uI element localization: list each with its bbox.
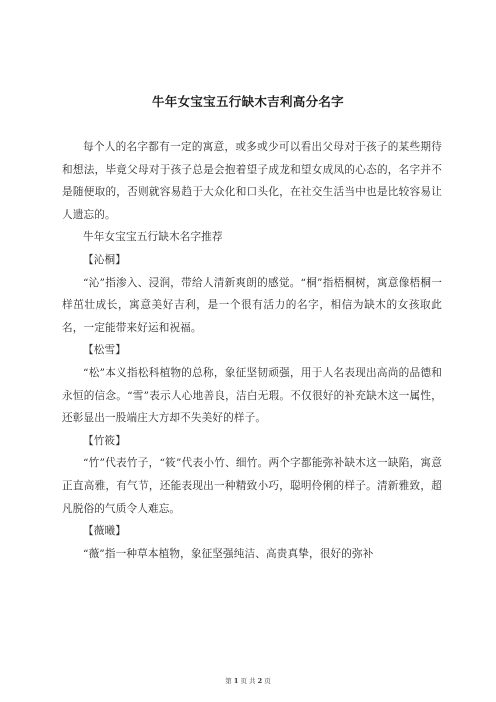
name-description-qintong: “沁”指渗入、浸润，带给人清新爽朗的感觉。“桐”指梧桐树，寓意像梧桐一样茁壮成长，寓意美好吉利，是一个很有活力的名字，相信为缺木的女孩取此名，一定能带来好运和祝福。 (62, 276, 442, 334)
name-heading-zhuxiao: 【竹筱】 (83, 434, 126, 447)
footer-prefix: 第 (225, 677, 232, 685)
name-description-songxue: “松”本义指松科植物的总称，象征坚韧顽强，用于人名表现出高尚的品德和永恒的信念。“雪”表示人心地善良，洁白无瑕。不仅很好的补充缺木这一属性，还彰显出一股端庄大方却不失美好的样子。 (62, 366, 442, 425)
document-body (62, 136, 442, 565)
name-heading-weixi: 【薇曦】 (83, 525, 126, 538)
section-heading: 牛年女宝宝五行缺木名字推荐 (83, 231, 223, 244)
name-description-weixi: “薇”指一种草本植物，象征坚强纯洁、高贵真挚，很好的弥补 (83, 547, 374, 560)
name-heading-songxue: 【松雪】 (83, 344, 126, 357)
footer-suffix: 页 (264, 677, 271, 685)
intro-paragraph: 每个人的名字都有一定的寓意，或多或少可以看出父母对于孩子的某些期待和想法，毕竟父母对于孩子总是会抱着望子成龙和望女成凤的心态的，名字并不是随便取的，否则就容易趋于大众化和口头化，在社交生活当中也是比较容易让人遗忘的。 (62, 141, 442, 221)
name-description-zhuxiao: “竹”代表竹子，“筱”代表小竹、细竹。两个字都能弥补缺木这一缺陷，寓意正直高雅，有气节，还能表现出一种精致小巧，聪明伶俐的样子。清新雅致，超凡脱俗的气质令人难忘。 (62, 457, 442, 515)
page-footer (0, 676, 496, 685)
name-heading-qintong: 【沁桐】 (83, 253, 126, 266)
footer-middle: 页 共 (240, 677, 256, 685)
footer-total-pages: 2 (257, 677, 263, 685)
document-title: 牛年女宝宝五行缺木吉利高分名字 (151, 94, 344, 109)
footer-page-number: 1 (233, 677, 239, 685)
